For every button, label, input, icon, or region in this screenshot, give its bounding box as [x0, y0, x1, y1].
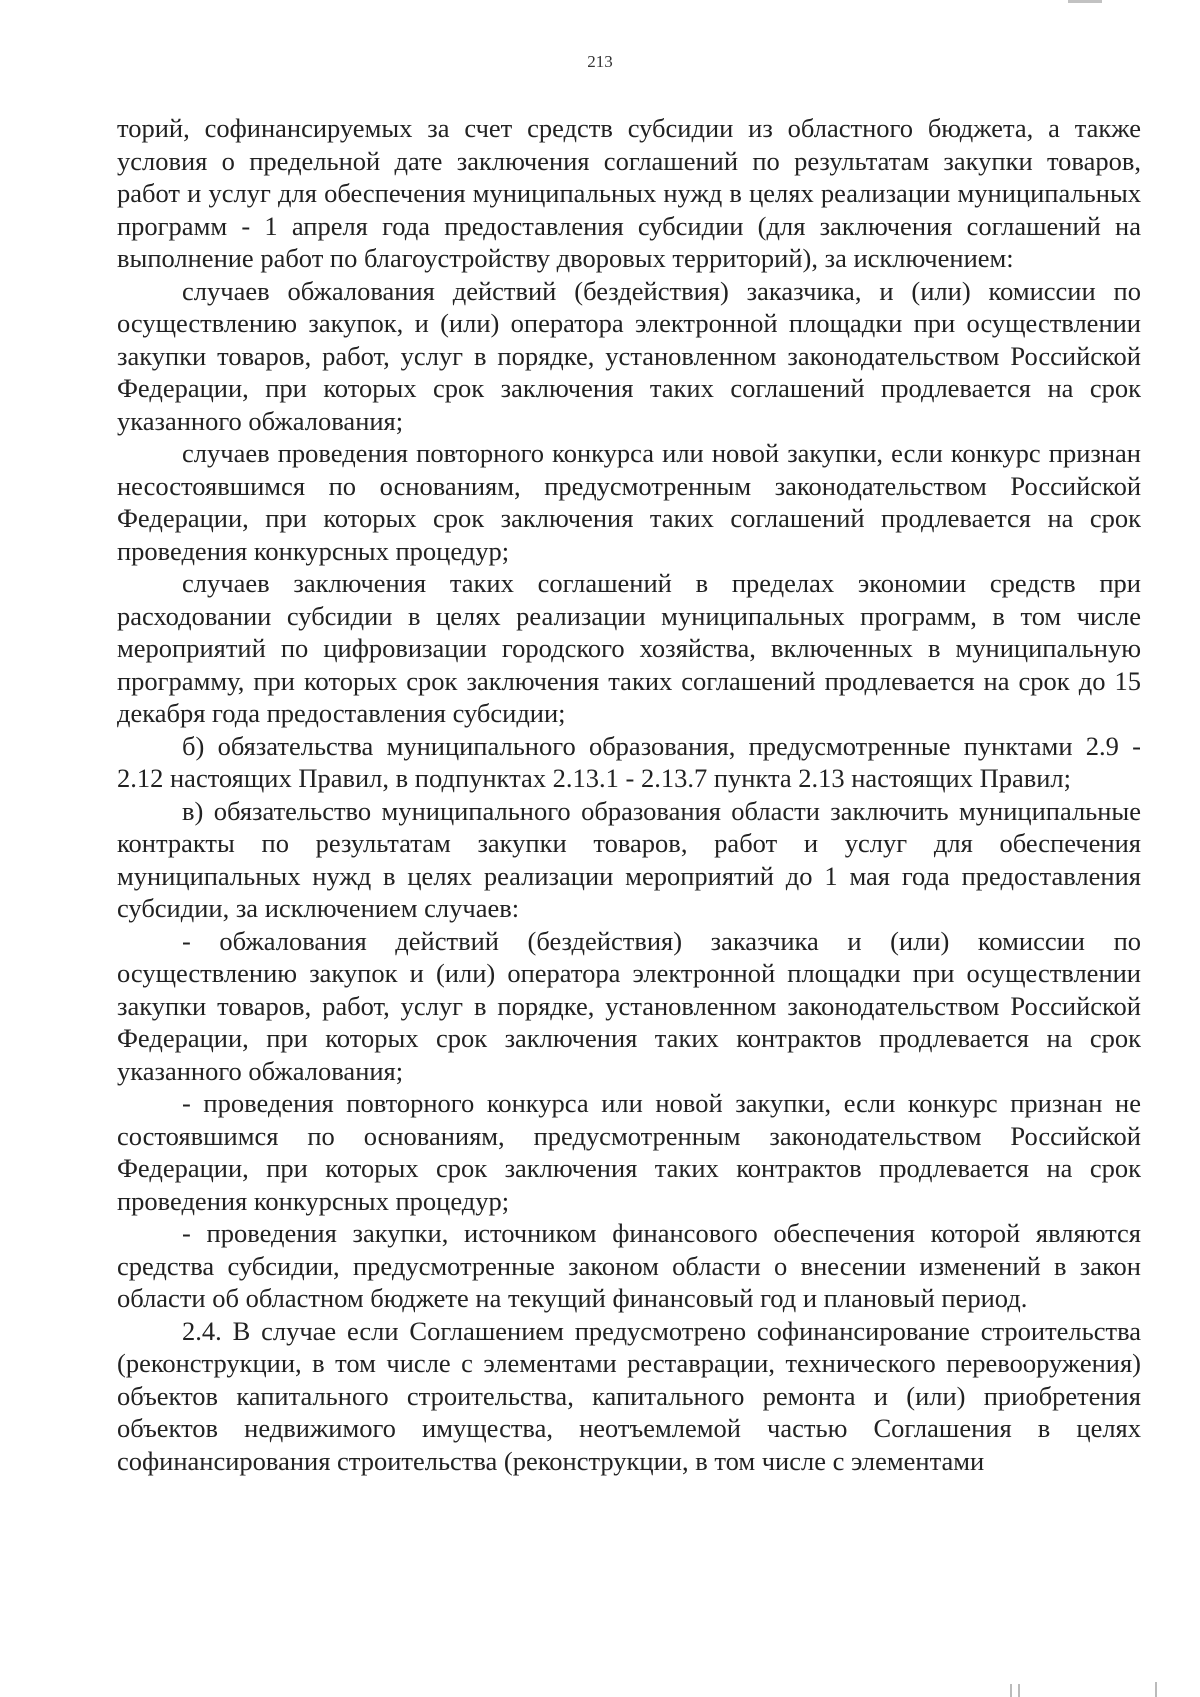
paragraph-item-v: в) обязательство муниципального образования области заключить муниципальные контракты по результатам закупки товаров, работ и услуг для обеспечения муниципальных нужд в целях реализации мероприятий до 1 мая года предоставления субсидии, за исключением случаев:	[117, 795, 1141, 923]
paragraph-item-b: б) обязательства муниципального образования, предусмотренные пунктами 2.9 - 2.12 настоящих Правил, в подпунктах 2.13.1 - 2.13.7 пункта 2.13 настоящих Правил;	[117, 730, 1141, 793]
paragraph-case-appeal: - обжалования действий (бездействия) заказчика и (или) комиссии по осуществлению закупок и (или) оператора электронной площадки при осуществлении закупки товаров, работ, услуг в порядке, установленном законодательством Российской Федерации, при которых срок заключения таких контрактов продлевается на срок указанного обжалования;	[117, 925, 1141, 1086]
page-number: 213	[587, 52, 613, 71]
paragraph-section-2-4: 2.4. В случае если Соглашением предусмотрено софинансирование строительства (реконструкции, в том числе с элементами реставрации, технического перевооружения) объектов капитального строительства, капитального ремонта и (или) приобретения объектов недвижимого имущества, неотъемлемой частью Соглашения в целях софинансирования строительства (реконструкции, в том числе с элементами	[117, 1315, 1141, 1476]
scan-mark-bottom-left	[1010, 1684, 1012, 1697]
document-body	[117, 112, 1141, 1477]
paragraph-exception-savings: случаев заключения таких соглашений в пределах экономии средств при расходовании субсидии в целях реализации муниципальных программ, в том числе мероприятий по цифровизации городского хозяйства, включенных в муниципальную программу, при которых срок заключения таких соглашений продлевается на срок до 15 декабря года предоставления субсидии;	[117, 568, 1141, 728]
paragraph-exception-repeat-tender: случаев проведения повторного конкурса или новой закупки, если конкурс признан несостоявшимся по основаниям, предусмотренным законодательством Российской Федерации, при которых срок заключения таких соглашений продлевается на срок проведения конкурсных процедур;	[117, 438, 1141, 566]
paragraph-exception-appeal: случаев обжалования действий (бездействия) заказчика, и (или) комиссии по осуществлению закупок, и (или) оператора электронной площадки при осуществлении закупки товаров, работ, услуг в порядке, установленном законодательством Российской Федерации, при которых срок заключения таких соглашений продлевается на срок указанного обжалования;	[117, 275, 1141, 436]
scan-mark-top	[1068, 0, 1102, 3]
paragraph-case-repeat-tender: - проведения повторного конкурса или новой закупки, если конкурс признан не состоявшимся по основаниям, предусмотренным законодательством Российской Федерации, при которых срок заключения таких контрактов продлевается на срок проведения конкурсных процедур;	[117, 1088, 1141, 1216]
paragraph-case-procurement: - проведения закупки, источником финансового обеспечения которой являются средства субсидии, предусмотренные законом области о внесении изменений в закон области об областном бюджете на текущий финансовый год и плановый период.	[117, 1218, 1141, 1313]
scan-mark-bottom-right	[1155, 1682, 1157, 1697]
scan-mark-bottom-left-2	[1018, 1684, 1020, 1697]
paragraph-continuation: торий, софинансируемых за счет средств субсидии из областного бюджета, а также условия о предельной дате заключения соглашений по результатам закупки товаров, работ и услуг для обеспечения муниципальных нужд в целях реализации муниципальных программ - 1 апреля года предоставления субсидии (для заключения соглашений на выполнение работ по благоустройству дворовых территорий), за исключением:	[117, 113, 1141, 273]
